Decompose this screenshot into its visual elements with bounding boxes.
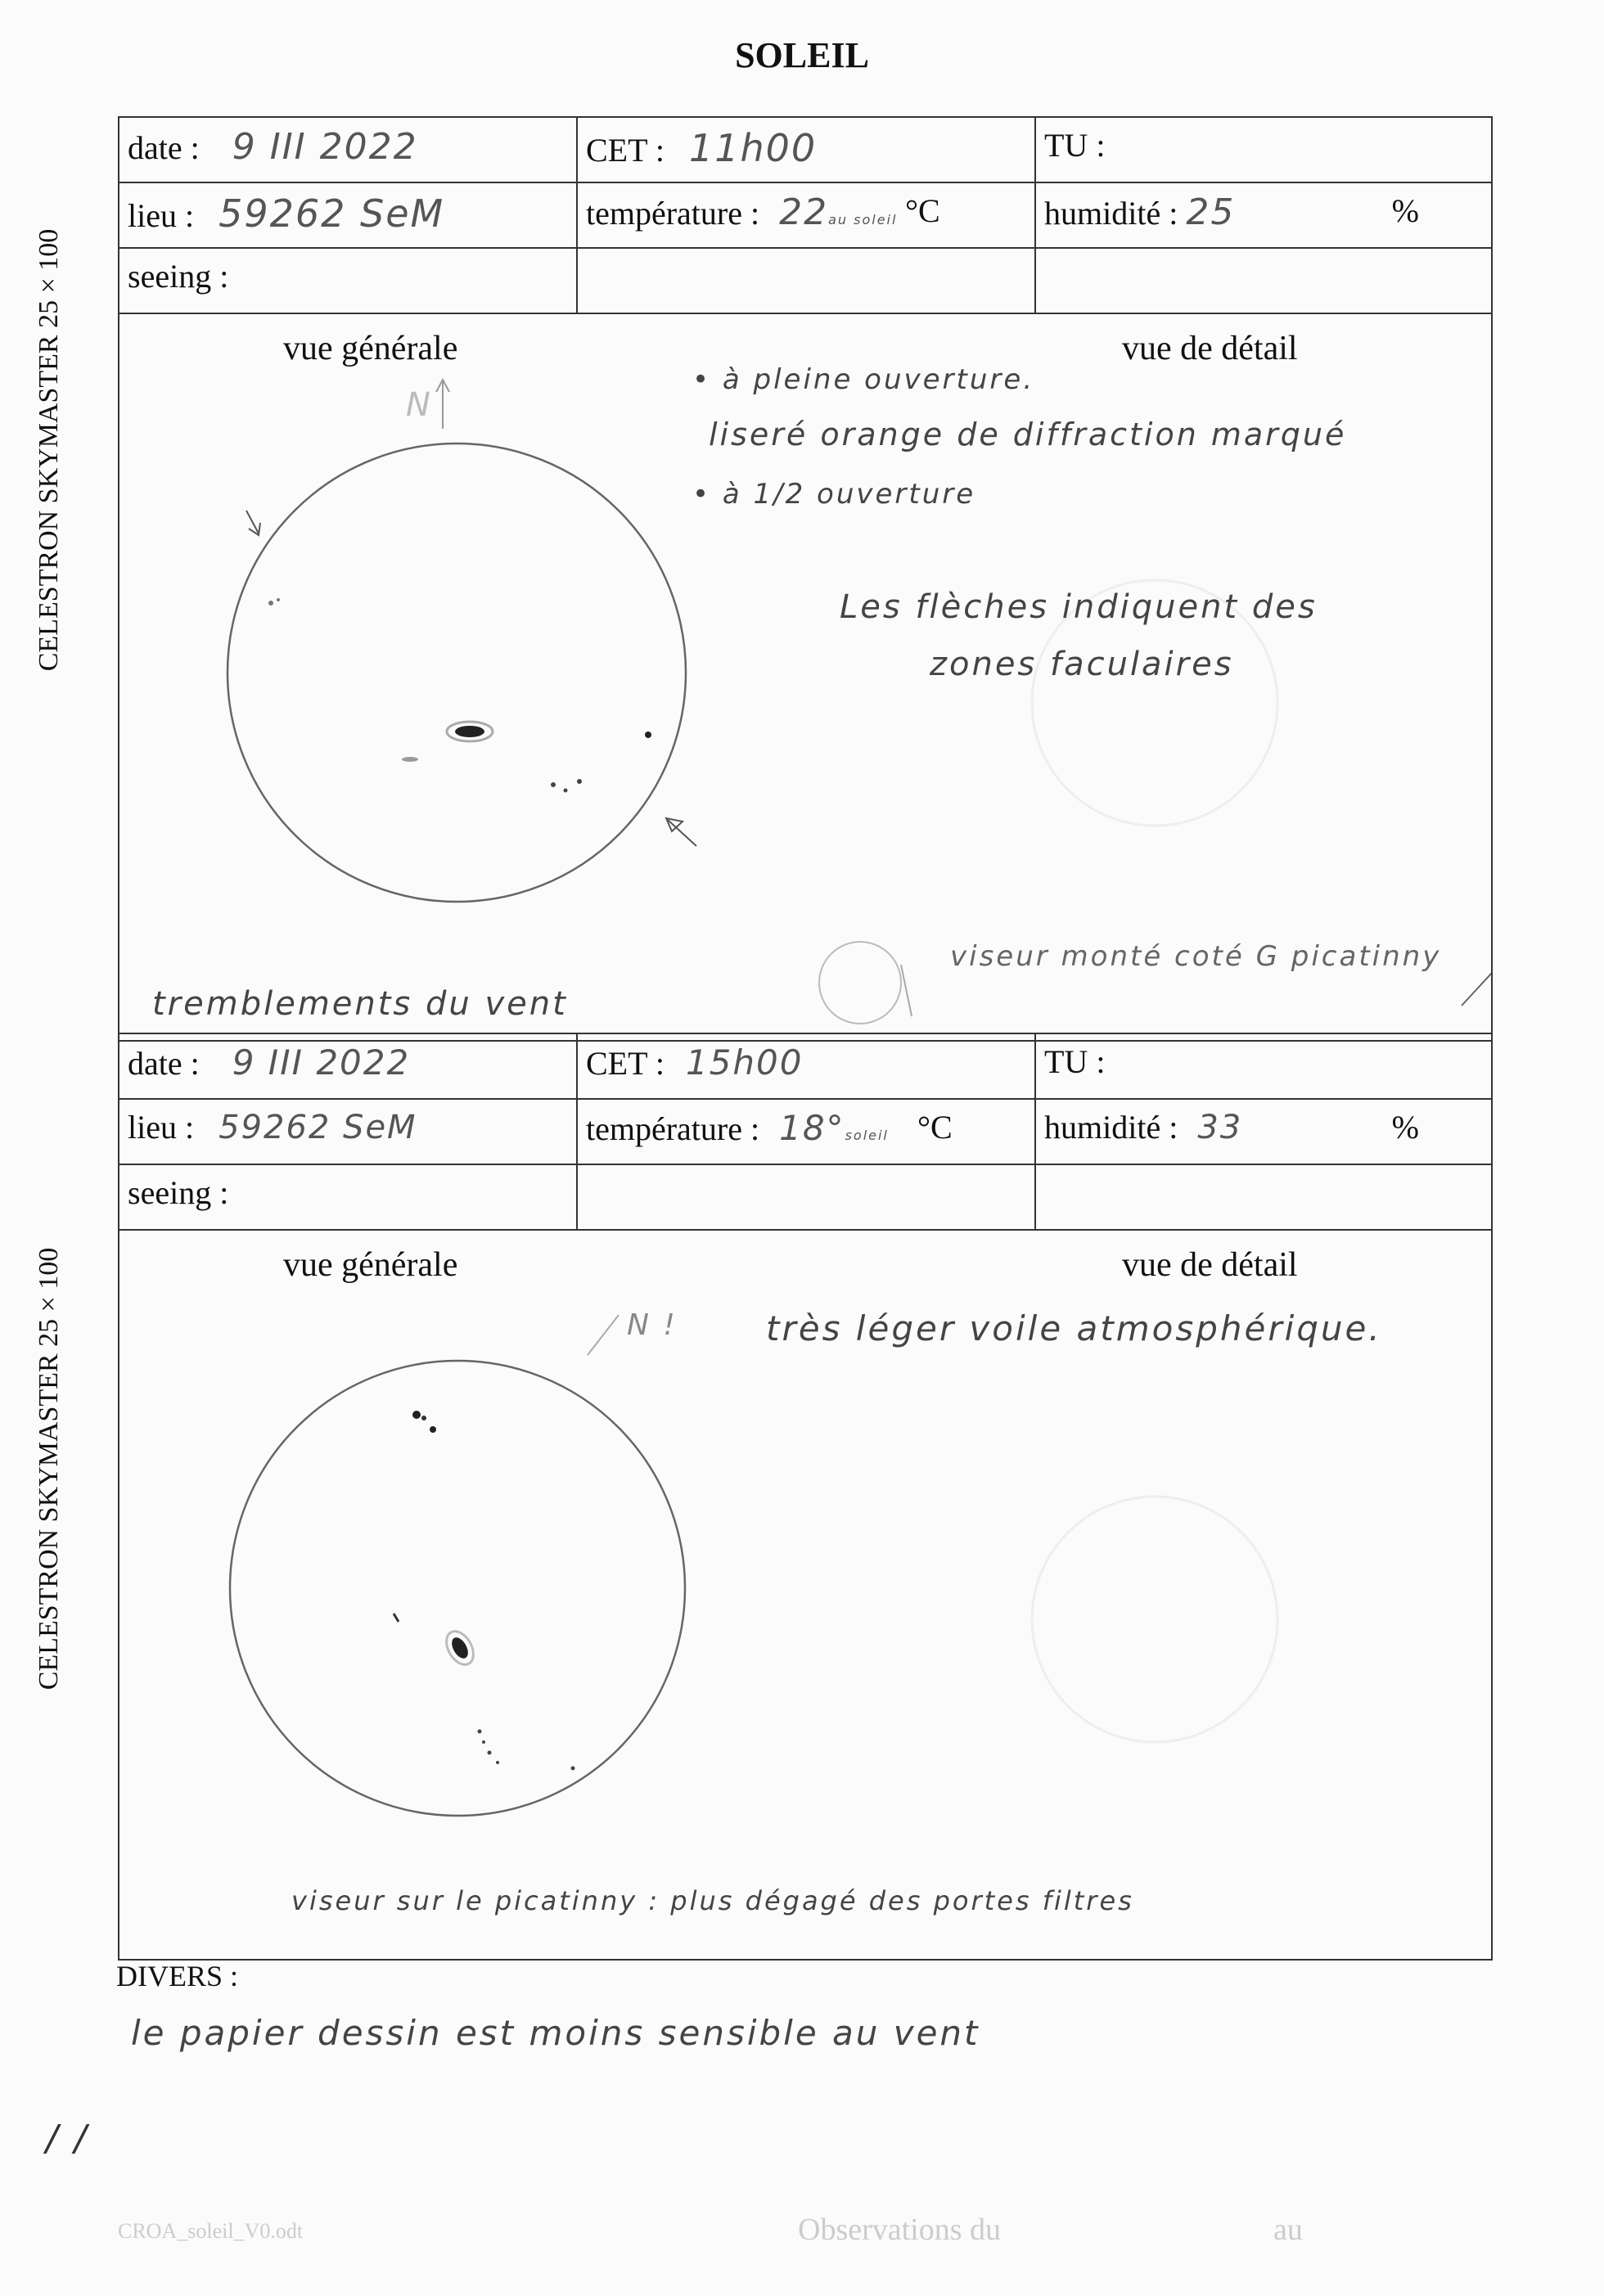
seeing-row xyxy=(119,1165,1491,1231)
note-line: viseur sur le picatinny : plus dégagé des portes filtres xyxy=(291,1885,1134,1916)
facula-arrow-icon xyxy=(668,820,696,846)
lieu-cell xyxy=(119,1100,578,1164)
lieu-row xyxy=(119,1100,1491,1165)
temperature-unit: °C xyxy=(905,192,940,229)
seeing-row xyxy=(119,249,1491,314)
footer-file-name: CROA_soleil_V0.odt xyxy=(118,2219,304,2243)
tu-label: TU : xyxy=(1044,127,1106,164)
humidite-label: humidité : xyxy=(1044,195,1178,232)
vue-detail-label: vue de détail xyxy=(1122,330,1298,367)
sun-disk xyxy=(230,1361,685,1816)
temperature-note: soleil xyxy=(845,1128,889,1143)
temperature-unit: °C xyxy=(917,1109,953,1146)
date-cell xyxy=(119,118,578,182)
facula-mark xyxy=(268,601,273,606)
tu-cell xyxy=(1036,118,1491,182)
temperature-note: au soleil xyxy=(828,212,898,227)
tu-cell xyxy=(1036,1034,1491,1098)
note-line: tremblements du vent xyxy=(152,985,568,1023)
lieu-row xyxy=(119,183,1491,249)
viseur-sketch xyxy=(819,942,901,1024)
seeing-empty-cell-3 xyxy=(1036,249,1491,313)
instrument-side-label-2: CELESTRON SKYMASTER 25 × 100 xyxy=(34,1247,64,1690)
footer-observations-label: Observations du xyxy=(798,2213,1002,2247)
date-value[interactable]: 9 III 2022 xyxy=(232,126,418,168)
date-cell xyxy=(119,1034,578,1098)
tu-label: TU : xyxy=(1044,1043,1106,1080)
temperature-label: température : xyxy=(586,1110,760,1147)
temperature-value[interactable]: 22 xyxy=(779,191,829,233)
sunspot xyxy=(577,779,582,784)
lieu-label: lieu : xyxy=(128,1109,195,1146)
sunspot xyxy=(645,732,651,738)
footer-au-label: au xyxy=(1273,2213,1303,2247)
date-value[interactable]: 9 III 2022 xyxy=(232,1042,411,1083)
divers-label: DIVERS : xyxy=(116,1960,239,1992)
cet-label: CET : xyxy=(586,1045,665,1082)
humidite-value[interactable]: 33 xyxy=(1197,1109,1243,1146)
humidite-cell xyxy=(1036,1100,1491,1164)
seeing-cell xyxy=(119,1165,578,1229)
sun-disk xyxy=(228,443,686,902)
seeing-empty-cell-3 xyxy=(1036,1165,1491,1229)
vue-generale-label: vue générale xyxy=(283,330,458,367)
lieu-value[interactable]: 59262 SeM xyxy=(219,191,445,236)
note-line: viseur monté coté G picatinny xyxy=(950,940,1442,973)
instrument-side-label-1: CELESTRON SKYMASTER 25 × 100 xyxy=(34,228,64,672)
lieu-label: lieu : xyxy=(128,197,195,234)
note-line: Les flèches indiquent des xyxy=(840,588,1318,626)
cet-value[interactable]: 15h00 xyxy=(685,1042,804,1083)
sunspot xyxy=(394,1614,399,1622)
seeing-empty-cell-2 xyxy=(578,249,1036,313)
sunspot xyxy=(571,1767,575,1771)
page-title: SOLEIL xyxy=(735,35,869,75)
seeing-empty-cell-2 xyxy=(578,1165,1036,1229)
cet-cell xyxy=(578,118,1036,182)
humidite-value[interactable]: 25 xyxy=(1186,191,1236,233)
sunspot xyxy=(564,789,568,793)
temperature-cell xyxy=(578,1100,1036,1164)
temperature-value[interactable]: 18° xyxy=(779,1108,845,1148)
observation-form-2 xyxy=(118,1033,1493,1961)
note-line: • à 1/2 ouverture xyxy=(692,478,976,511)
date-row xyxy=(119,1034,1491,1100)
sunspot xyxy=(478,1730,482,1734)
vue-detail-label: vue de détail xyxy=(1122,1246,1298,1284)
observation-form-1 xyxy=(118,116,1493,1042)
drawing-area-1 xyxy=(119,314,1491,1040)
cet-label: CET : xyxy=(586,132,665,169)
page-mark: / / xyxy=(46,2118,89,2159)
sunspot xyxy=(551,782,556,787)
date-label: date : xyxy=(128,129,200,166)
date-row xyxy=(119,118,1491,183)
lieu-value[interactable]: 59262 SeM xyxy=(219,1109,417,1146)
humidite-label: humidité : xyxy=(1044,1109,1178,1146)
north-label: N xyxy=(406,386,433,424)
humidite-unit: % xyxy=(1391,1109,1419,1146)
seeing-label: seeing : xyxy=(128,258,229,295)
ghost-circle xyxy=(1032,1497,1277,1742)
lieu-cell xyxy=(119,183,578,247)
seeing-cell xyxy=(119,249,578,313)
sunspot xyxy=(430,1426,436,1433)
north-label: N ! xyxy=(627,1308,678,1342)
north-arrow-icon xyxy=(588,1315,619,1355)
note-line: zones faculaires xyxy=(930,646,1234,683)
drawing-area-2 xyxy=(119,1231,1491,1959)
note-line: très léger voile atmosphérique. xyxy=(766,1308,1382,1348)
humidite-unit: % xyxy=(1391,192,1419,229)
humidite-cell xyxy=(1036,183,1491,247)
divers-note[interactable]: le papier dessin est moins sensible au vent xyxy=(131,2013,980,2053)
temperature-cell xyxy=(578,183,1036,247)
temperature-label: température : xyxy=(586,195,760,232)
cet-value[interactable]: 11h00 xyxy=(688,126,818,170)
note-line: liseré orange de diffraction marqué xyxy=(709,416,1347,452)
date-label: date : xyxy=(128,1045,200,1082)
sunspot xyxy=(455,726,484,737)
seeing-label: seeing : xyxy=(128,1174,229,1211)
cet-cell xyxy=(578,1034,1036,1098)
vue-generale-label: vue générale xyxy=(283,1246,458,1284)
sunspot xyxy=(412,1411,421,1419)
sunspot xyxy=(402,757,418,762)
note-line: • à pleine ouverture. xyxy=(692,363,1035,396)
